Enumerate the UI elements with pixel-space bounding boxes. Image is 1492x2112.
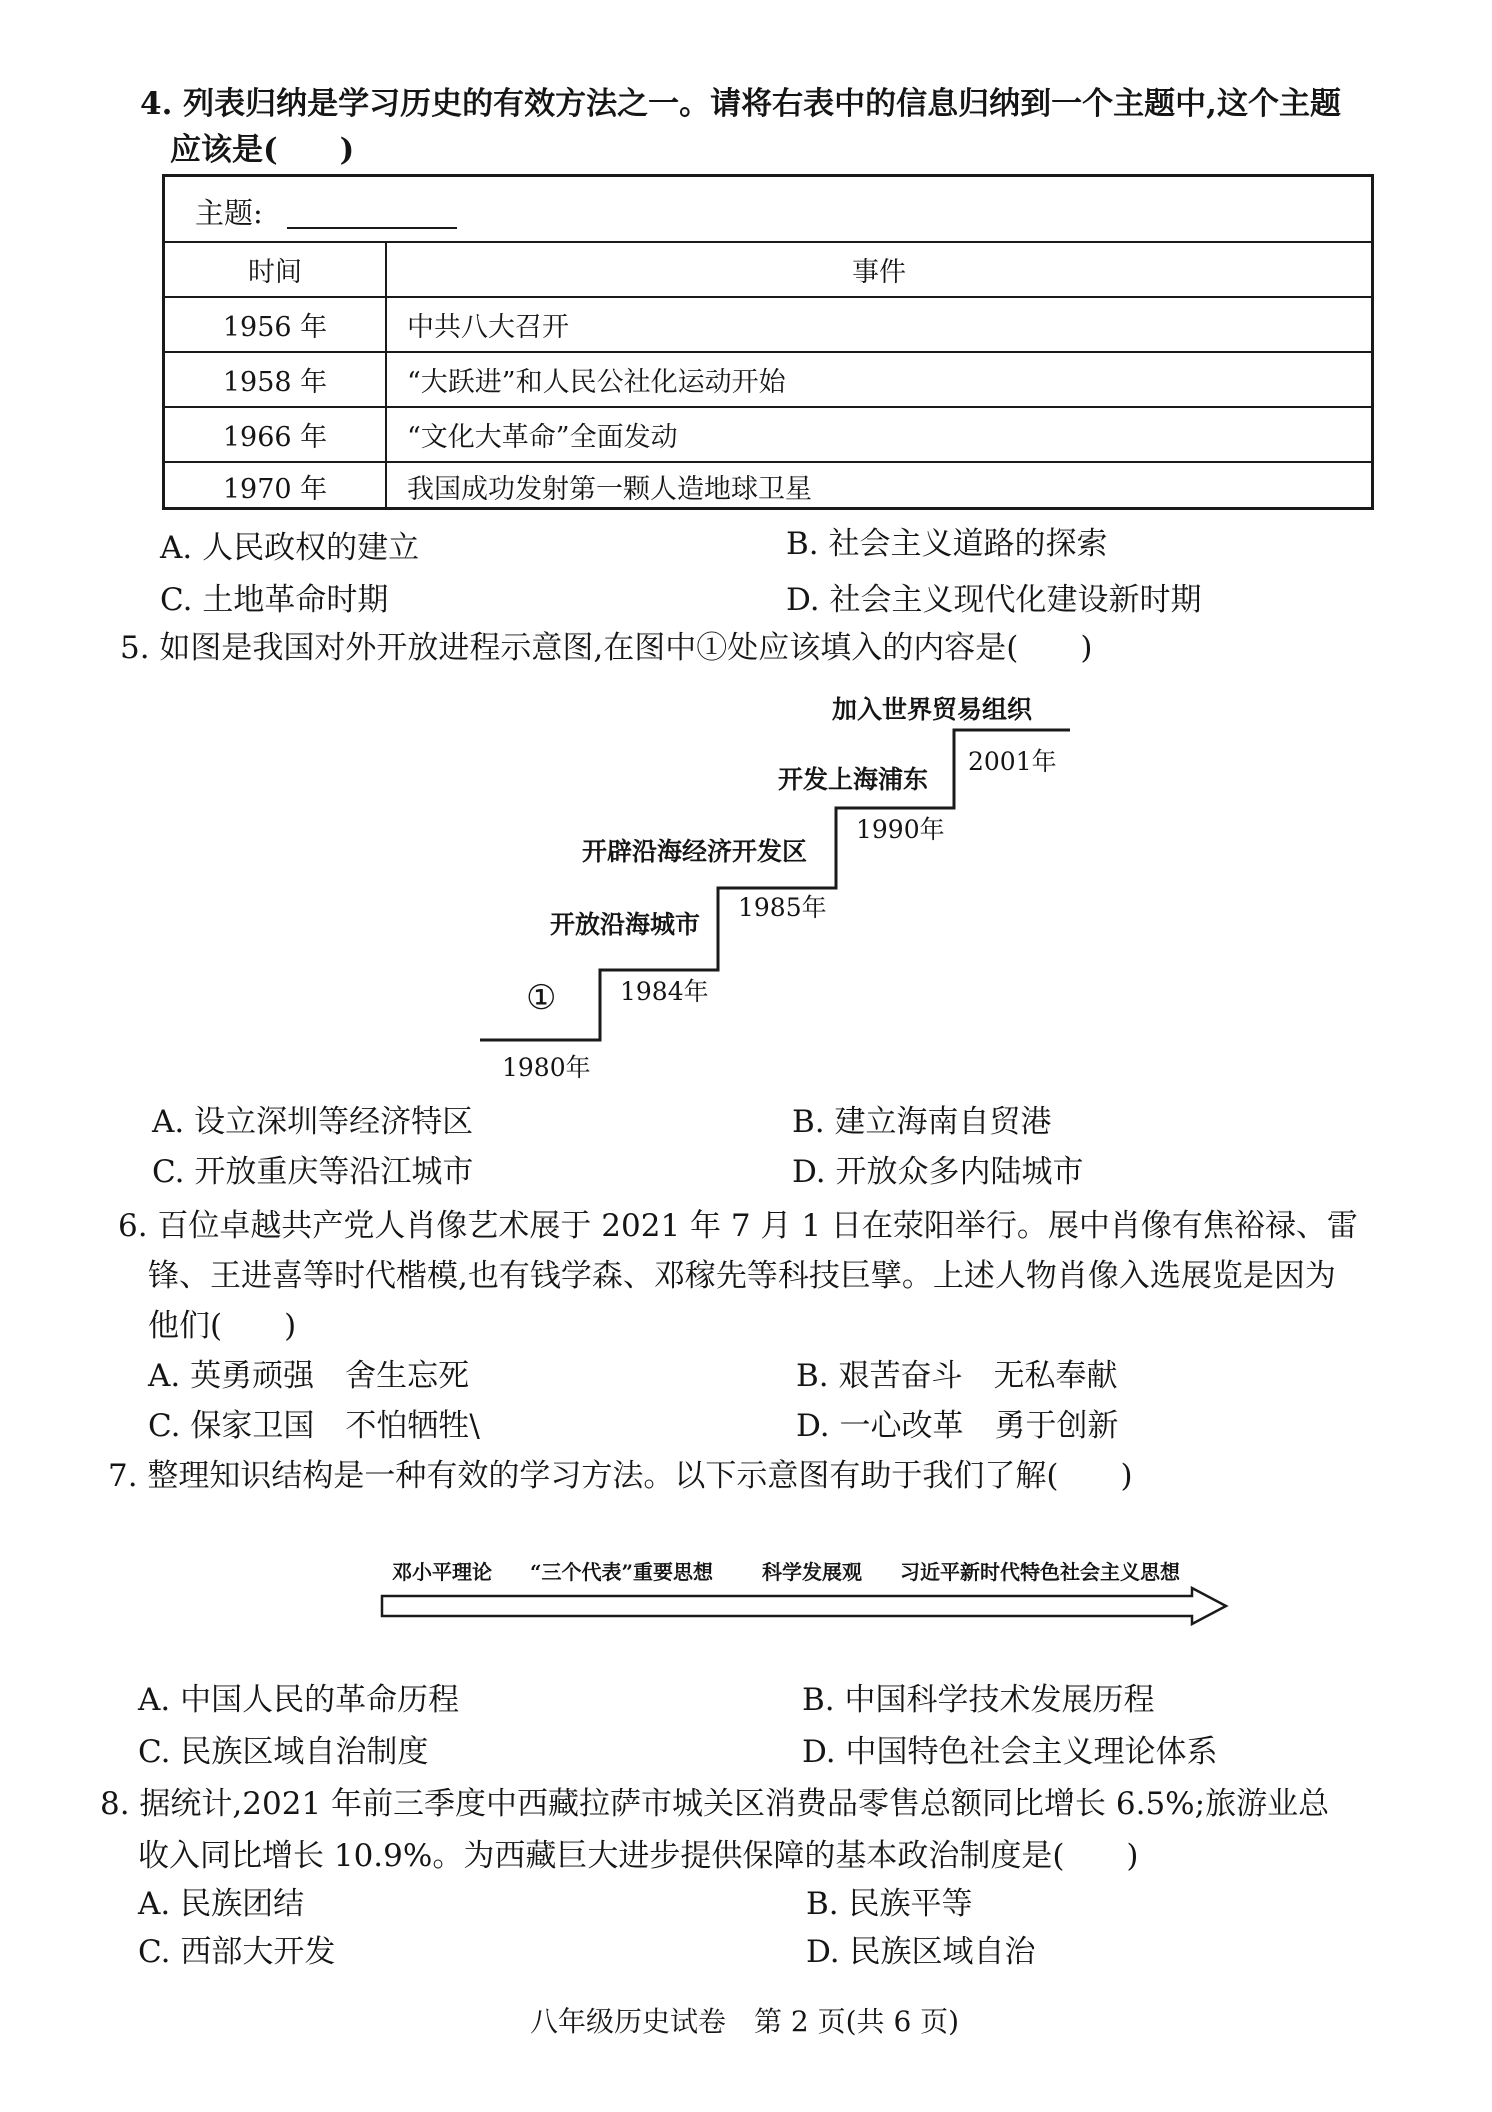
q4-option-d[interactable]: D. 社会主义现代化建设新时期 [786, 582, 1202, 618]
row-event: 我国成功发射第一颗人造地球卫星 [407, 474, 812, 505]
step-year-1990: 1990年 [856, 815, 945, 844]
q8-option-d[interactable]: D. 民族区域自治 [806, 1934, 1036, 1970]
q7-option-d[interactable]: D. 中国特色社会主义理论体系 [802, 1734, 1218, 1770]
table-topic-row [165, 177, 1371, 243]
row-time: 1958 年 [165, 353, 387, 406]
table-row [165, 408, 1371, 463]
q4-stem-line1: 4. 列表归纳是学习历史的有效方法之一。请将右表中的信息归纳到一个主题中,这个主题 [140, 86, 1341, 122]
q7-stem: 7. 整理知识结构是一种有效的学习方法。以下示意图有助于我们了解( ) [108, 1458, 1133, 1494]
q8-stem-line1: 8. 据统计,2021 年前三季度中西藏拉萨市城关区消费品零售总额同比增长 6.5%;旅游业总 [100, 1786, 1330, 1822]
q4-table [162, 174, 1374, 510]
q6-option-d[interactable]: D. 一心改革 勇于创新 [796, 1408, 1119, 1444]
topic-label: 主题: [195, 196, 263, 230]
q7-option-c[interactable]: C. 民族区域自治制度 [138, 1734, 429, 1770]
q7-item-scientific-development: 科学发展观 [762, 1560, 862, 1584]
q7-option-b[interactable]: B. 中国科学技术发展历程 [802, 1682, 1155, 1718]
table-header-row [165, 243, 1371, 298]
row-event: “大跃进”和人民公社化运动开始 [407, 367, 786, 398]
q5-option-d[interactable]: D. 开放众多内陆城市 [792, 1154, 1084, 1190]
row-time: 1970 年 [165, 463, 387, 510]
step-year-2001: 2001年 [968, 747, 1057, 776]
q6-stem-line1: 6. 百位卓越共产党人肖像艺术展于 2021 年 7 月 1 日在荥阳举行。展中肖像有焦裕禄、雷 [118, 1208, 1358, 1244]
step-year-1980: 1980年 [502, 1053, 591, 1082]
q5-option-a[interactable]: A. 设立深圳等经济特区 [152, 1104, 474, 1140]
step-label-1990: 开发上海浦东 [778, 765, 929, 794]
q8-option-c[interactable]: C. 西部大开发 [138, 1934, 336, 1970]
q6-option-b[interactable]: B. 艰苦奋斗 无私奉献 [796, 1358, 1118, 1394]
table-row [165, 353, 1371, 408]
q7-item-three-represents: “三个代表”重要思想 [530, 1560, 714, 1584]
header-time: 时间 [165, 243, 387, 296]
q4-option-a[interactable]: A. 人民政权的建立 [160, 530, 420, 566]
table-row [165, 298, 1371, 353]
step-label-1984: 开放沿海城市 [550, 910, 701, 939]
q5-option-b[interactable]: B. 建立海南自贸港 [792, 1104, 1052, 1140]
table-row [165, 463, 1371, 510]
q6-option-a[interactable]: A. 英勇顽强 舍生忘死 [148, 1358, 470, 1394]
topic-blank-line [287, 227, 457, 229]
step-year-1984: 1984年 [620, 977, 709, 1006]
page-footer: 八年级历史试卷 第 2 页(共 6 页) [530, 2005, 960, 2038]
q7-option-a[interactable]: A. 中国人民的革命历程 [138, 1682, 460, 1718]
q8-option-b[interactable]: B. 民族平等 [806, 1886, 973, 1922]
step-label-2001: 加入世界贸易组织 [832, 695, 1033, 724]
header-event: 事件 [852, 257, 906, 288]
q4-option-b[interactable]: B. 社会主义道路的探索 [786, 526, 1108, 562]
step-label-1980: ① [526, 978, 557, 1018]
q4-stem-line2: 应该是( ) [170, 132, 355, 168]
q8-stem-line2: 收入同比增长 10.9%。为西藏巨大进步提供保障的基本政治制度是( ) [138, 1838, 1139, 1874]
q6-stem-line2: 锋、王进喜等时代楷模,也有钱学森、邓稼先等科技巨擘。上述人物肖像入选展览是因为 [148, 1258, 1336, 1294]
row-time: 1966 年 [165, 408, 387, 461]
q5-stem: 5. 如图是我国对外开放进程示意图,在图中①处应该填入的内容是( ) [120, 630, 1093, 666]
row-time: 1956 年 [165, 298, 387, 351]
row-event: “文化大革命”全面发动 [407, 422, 678, 453]
q6-option-c[interactable]: C. 保家卫国 不怕牺牲\ [148, 1408, 480, 1444]
q4-option-c[interactable]: C. 土地革命时期 [160, 582, 389, 618]
q7-item-xi-thought: 习近平新时代特色社会主义思想 [900, 1560, 1180, 1584]
step-year-1985: 1985年 [738, 893, 827, 922]
q7-arrow-diagram [380, 1586, 1230, 1626]
q5-option-c[interactable]: C. 开放重庆等沿江城市 [152, 1154, 474, 1190]
q7-item-deng: 邓小平理论 [392, 1560, 492, 1584]
step-label-1985: 开辟沿海经济开发区 [582, 837, 808, 866]
right-arrow-icon [382, 1588, 1226, 1624]
q6-stem-line3: 他们( ) [148, 1308, 297, 1344]
q8-option-a[interactable]: A. 民族团结 [138, 1886, 305, 1922]
row-event: 中共八大召开 [407, 312, 569, 343]
